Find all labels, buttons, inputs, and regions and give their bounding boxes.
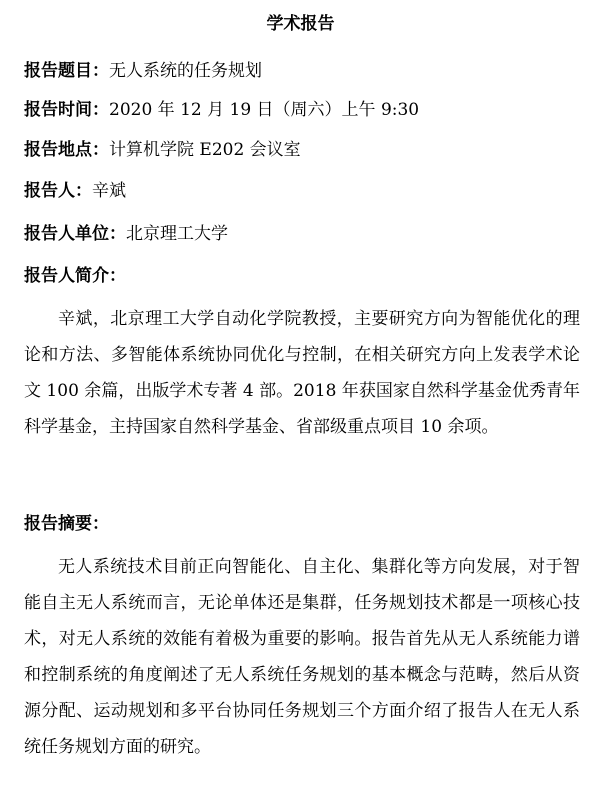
report-location-value: 计算机学院 E202 会议室 (109, 140, 301, 160)
report-location-line (24, 137, 584, 163)
speaker-label: 报告人： (24, 181, 92, 201)
report-topic-value: 无人系统的任务规划 (109, 61, 262, 81)
abstract-paragraph: 无人系统技术目前正向智能化、自主化、集群化等方向发展，对于智能自主无人系统而言，无论单体还是集群，任务规划技术都是一项核心技术，对无人系统的效能有着极为重要的影响。报告首先从无人系统能力谱和控制系统的角度阐述了无人系统任务规划的基本概念与范畴，然后从资源分配、运动规划和多平台协同任务规划三个方面介绍了报告人在无人系统任务规划方面的研究。 (24, 557, 580, 757)
report-time-line (24, 97, 584, 123)
report-topic-label: 报告题目： (24, 61, 109, 81)
page-title: 学术报告 (266, 14, 335, 34)
speaker-value: 辛斌 (92, 181, 126, 201)
bio-paragraph: 辛斌，北京理工大学自动化学院教授，主要研究方向为智能优化的理论和方法、多智能体系统协同优化与控制，在相关研究方向上发表学术论文 100 余篇，出版学术专著 4 部。2018 年获国家自然科学基金优秀青年科学基金，主持国家自然科学基金、省部级重点项目 10 余项。 (24, 309, 580, 437)
abstract-heading: 报告摘要： (24, 514, 109, 534)
affiliation-label: 报告人单位： (24, 224, 126, 244)
affiliation-line (24, 221, 584, 247)
bio-heading: 报告人简介： (24, 266, 126, 286)
affiliation-value: 北京理工大学 (126, 224, 228, 244)
report-time-label: 报告时间： (24, 100, 109, 120)
speaker-line (24, 178, 584, 204)
report-location-label: 报告地点： (24, 140, 109, 160)
report-topic-line (24, 58, 584, 84)
report-time-value: 2020 年 12 月 19 日（周六）上午 9:30 (109, 100, 420, 120)
